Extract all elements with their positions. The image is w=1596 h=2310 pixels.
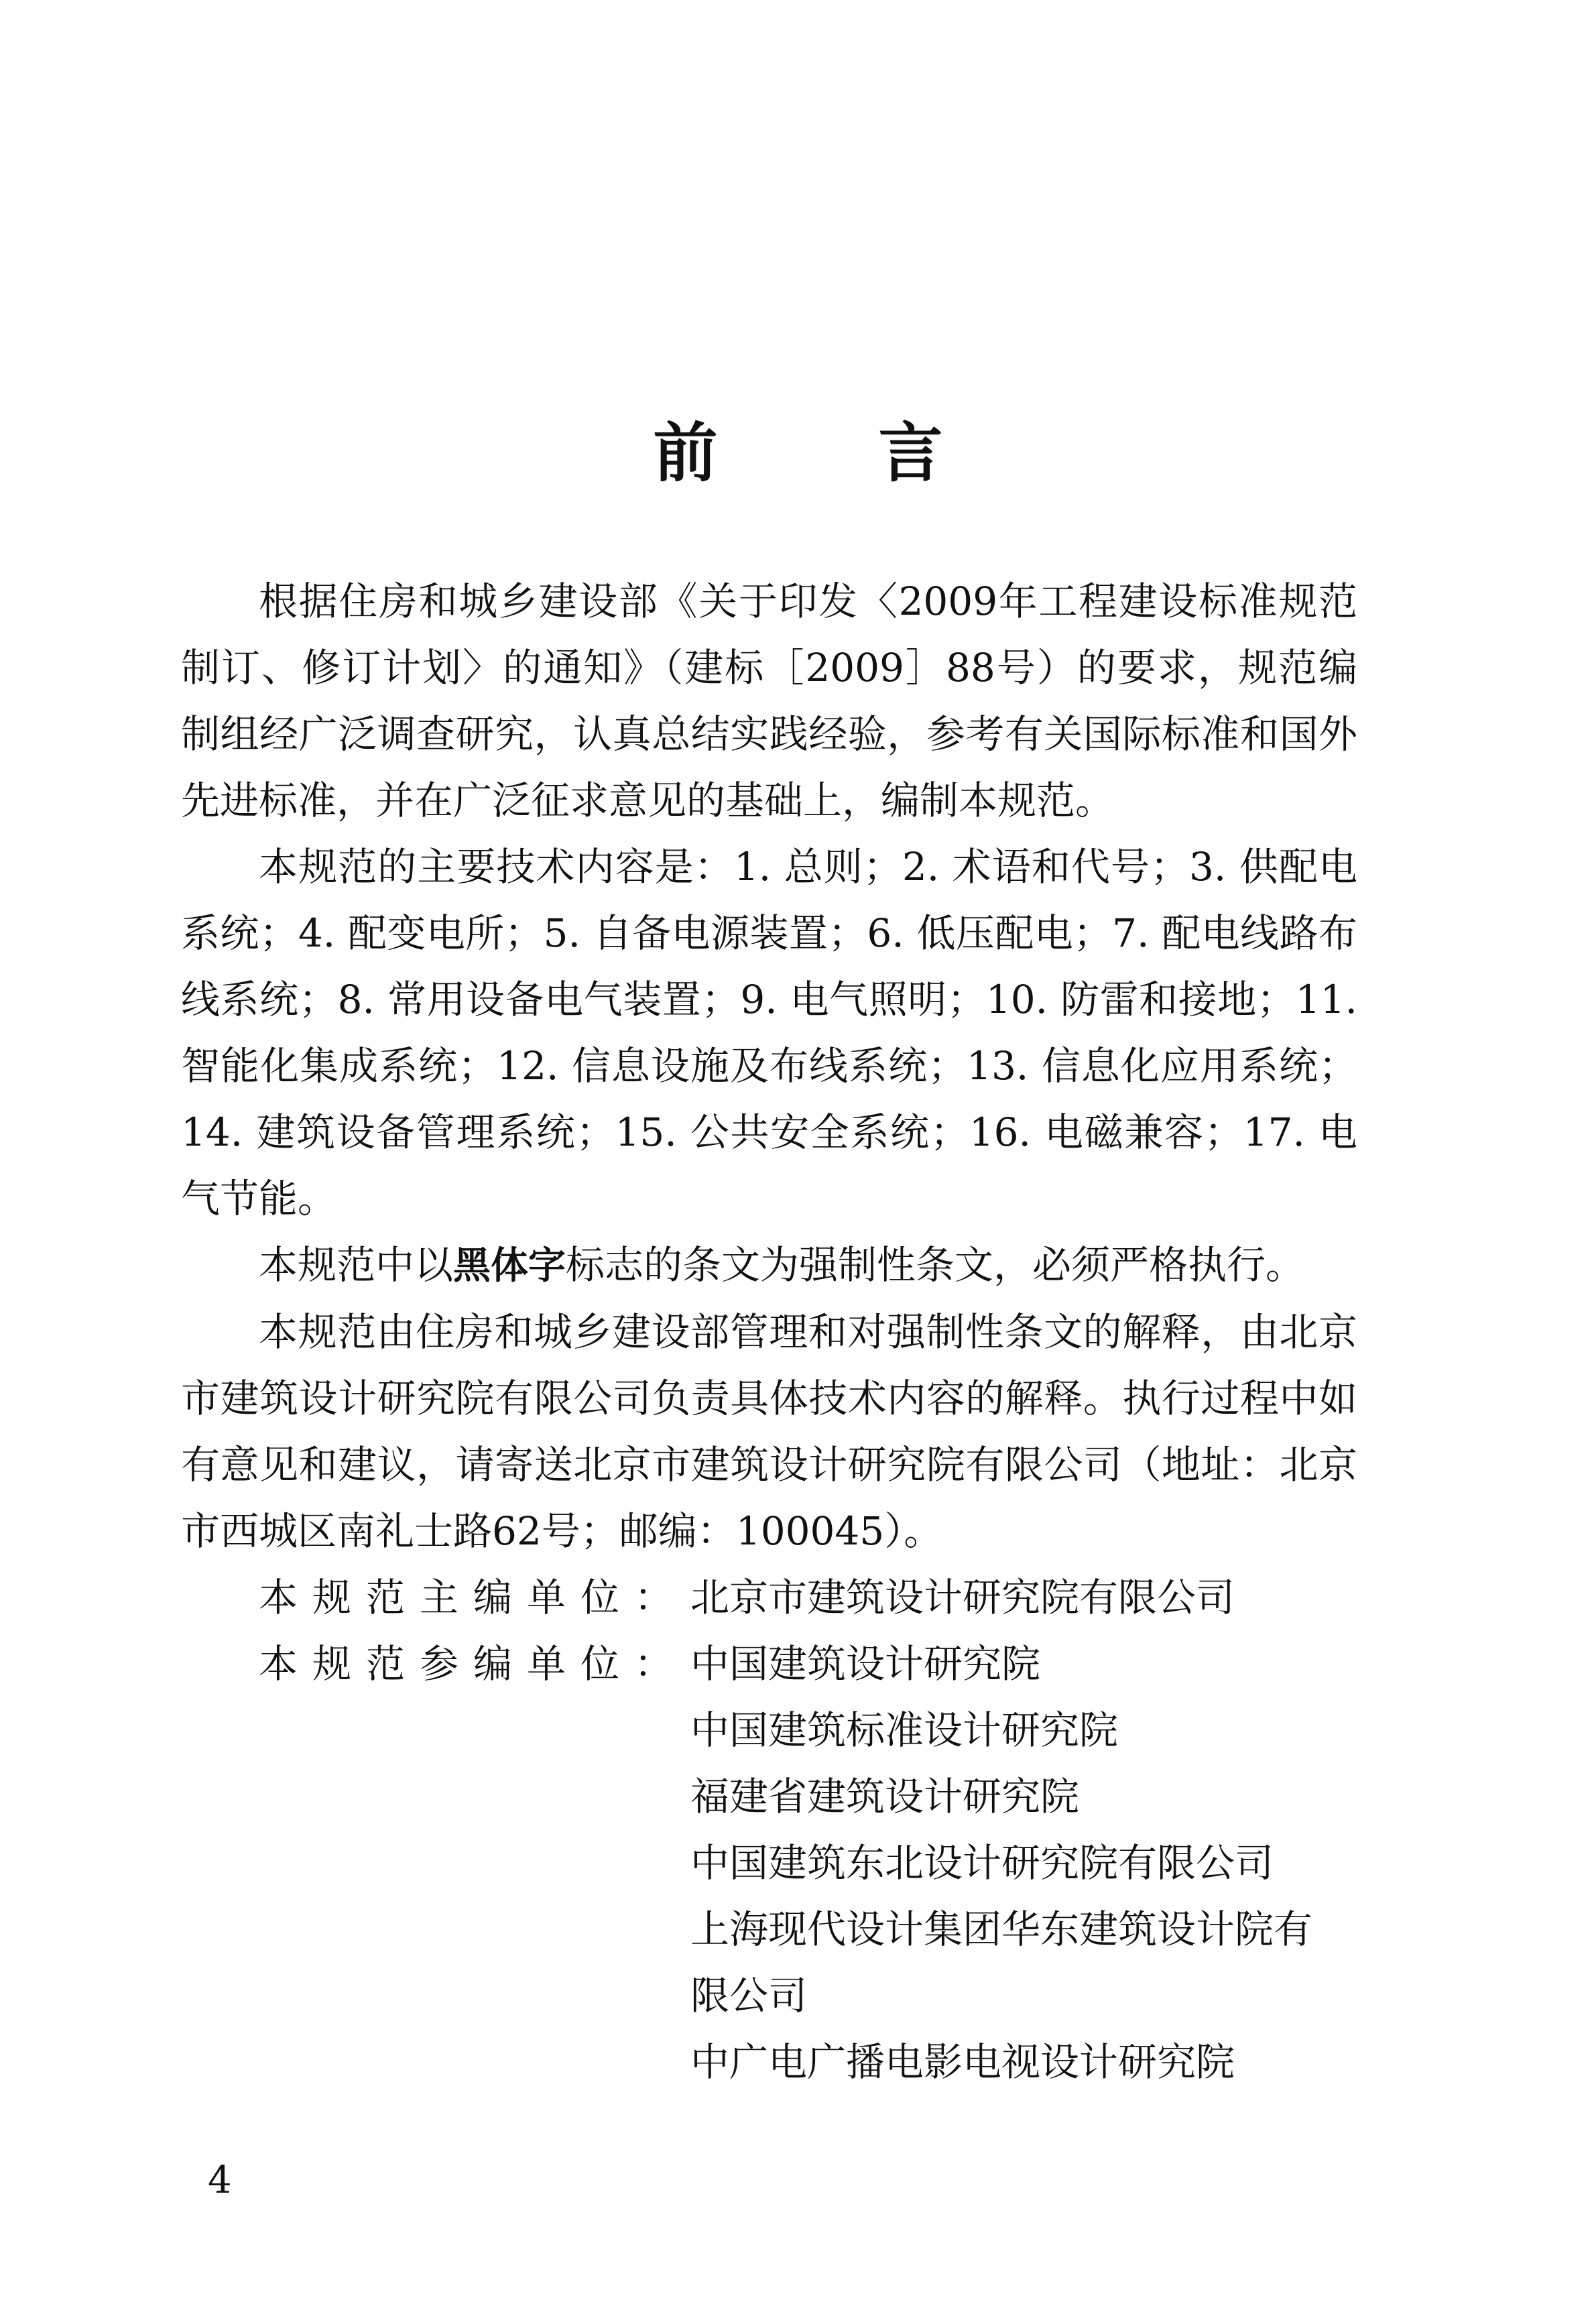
paragraph-mandate: 根据住房和城乡建设部《关于印发〈2009年工程建设标准规范制订、修订计划〉的通知》（建标［2009］88号）的要求，规范编制组经广泛调查研究，认真总结实践经验，参考有关国际标准和国外先进标准，并在广泛征求意见的基础上，编制本规范。 — [181, 579, 1357, 823]
participating-unit-list — [690, 1697, 1357, 2095]
chief-editor-unit: 北京市建筑设计研究院有限公司 — [690, 1575, 1235, 1620]
participating-unit-5-continued: 限公司 — [690, 1973, 808, 2018]
page-title — [0, 402, 1596, 491]
chief-editor-row — [181, 1565, 1357, 1631]
participating-unit-4: 中国建筑东北设计研究院有限公司 — [690, 1840, 1274, 1886]
paragraph-mandatory-clauses — [181, 1232, 1357, 1299]
chief-editor-label: 本规范主编单位： — [259, 1575, 688, 1620]
paragraph-management: 本规范由住房和城乡建设部管理和对强制性条文的解释，由北京市建筑设计研究院有限公司负责具体技术内容的解释。执行过程中如有意见和建议，请寄送北京市建筑设计研究院有限公司（地址：北京市西城区南礼士路62号；邮编：100045）。 — [181, 1309, 1357, 1554]
participating-unit-3: 福建省建筑设计研究院 — [690, 1774, 1080, 1819]
participating-unit-2: 中国建筑标准设计研究院 — [690, 1707, 1119, 1753]
participating-editor-row — [181, 1631, 1357, 1697]
mandatory-text-1: 本规范中以 — [259, 1242, 454, 1288]
mandatory-bold-text: 黑体字 — [453, 1244, 566, 1288]
participating-unit-1: 中国建筑设计研究院 — [690, 1641, 1041, 1687]
mandatory-text-2: 标志的条文为强制性条文，必须严格执行。 — [566, 1242, 1305, 1288]
page-title-char-1: 前 — [653, 416, 718, 491]
participating-unit-5: 上海现代设计集团华东建筑设计院有 — [690, 1906, 1313, 1952]
preface-body — [181, 568, 1357, 2095]
page-number: 4 — [208, 2159, 232, 2202]
participating-unit-6: 中广电广播电影电视设计研究院 — [690, 2039, 1235, 2085]
paragraph-contents: 本规范的主要技术内容是：1. 总则；2. 术语和代号；3. 供配电系统；4. 配变电所；5. 自备电源装置；6. 低压配电；7. 配电线路布线系统；8. 常用设备电气装置；9. 电气照明；10. 防雷和接地；11. 智能化集成系统；12. 信息设施及布线系统；13. 信息化应用系统；14. 建筑设备管理系统；15. 公共安全系统；16. 电磁兼容；17. 电气节能。 — [181, 844, 1357, 1221]
participating-editor-label: 本规范参编单位： — [259, 1641, 688, 1687]
page-title-char-2: 言 — [878, 416, 943, 491]
